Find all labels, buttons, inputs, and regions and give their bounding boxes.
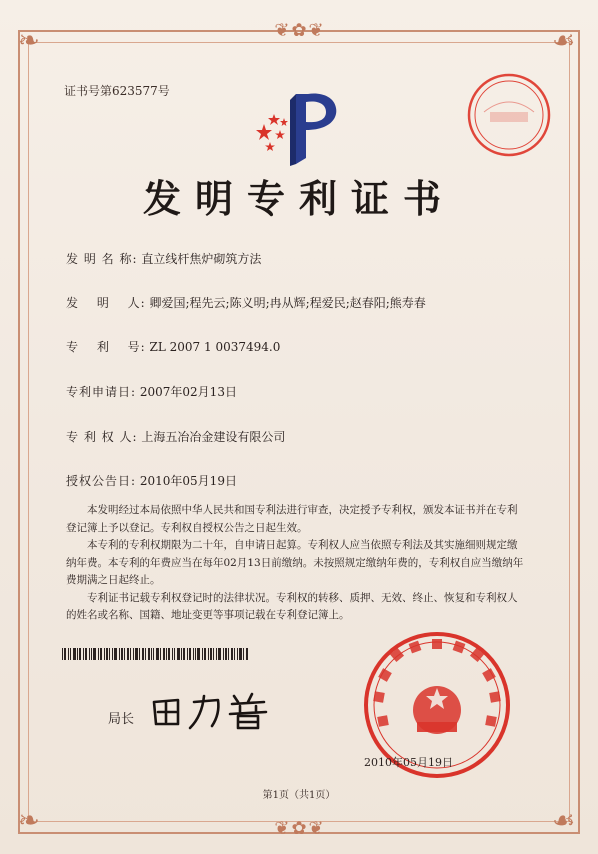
field-label: 发 明 名 称:: [66, 252, 138, 266]
certificate-number: 证书号第623577号: [64, 84, 170, 98]
body-paragraph: 本发明经过本局依照中华人民共和国专利法进行审查，决定授予专利权，颁发本证书并在专利登记簿上予以登记。专利权自授权公告之日起生效。: [66, 504, 518, 534]
corner-ornament-icon: ❧: [18, 806, 40, 836]
corner-ornament-icon: ❧: [18, 26, 40, 56]
field-label: 专 利 号:: [66, 340, 146, 354]
field-inventors: [66, 294, 426, 311]
patent-office-logo-icon: [250, 90, 346, 168]
top-ornament-icon: ❦✿❦: [274, 20, 326, 41]
barcode: [62, 648, 248, 660]
bottom-ornament-icon: ❦✿❦: [274, 818, 326, 839]
field-grant-date: [66, 472, 237, 489]
field-application-date: [66, 383, 237, 400]
field-value: 上海五冶冶金建设有限公司: [141, 430, 286, 444]
field-invention-name: [66, 250, 261, 267]
body-paragraph: 专利证书记载专利权登记时的法律状况。专利权的转移、质押、无效、终止、恢复和专利权人的姓名或名称、国籍、地址变更等事项记载在专利登记簿上。: [66, 591, 518, 621]
signature-label: 局长: [108, 712, 135, 727]
corner-ornament-icon: ☙: [552, 26, 576, 56]
page-number: 第1页（共1页）: [262, 790, 336, 801]
field-value: 2007年02月13日: [139, 385, 237, 399]
corner-ornament-icon: ☙: [552, 806, 576, 836]
field-value: 直立线杆焦炉砌筑方法: [141, 252, 262, 266]
director-signature: [148, 688, 278, 732]
seal-date: 2010年05月19日: [364, 756, 453, 769]
certificate-title: 发明专利证书: [142, 176, 455, 221]
field-patent-number: [66, 338, 280, 355]
field-patentee: [66, 428, 285, 445]
field-value: 卿爱国;程先云;陈义明;冉从辉;程爱民;赵春阳;熊寿春: [149, 296, 426, 310]
certificate-body: [66, 502, 526, 625]
field-label: 专利申请日:: [66, 385, 137, 399]
field-label: 发 明 人:: [66, 296, 146, 310]
field-value: 2010年05月19日: [139, 474, 237, 488]
field-label: 专 利 权 人:: [66, 430, 138, 444]
field-label: 授权公告日:: [66, 474, 137, 488]
field-value: ZL 2007 1 0037494.0: [149, 340, 281, 354]
body-paragraph: 本专利的专利权期限为二十年，自申请日起算。专利权人应当依照专利法及其实施细则规定缴纳年费。本专利的年费应当在每年02月13日前缴纳。未按照规定缴纳年费的，专利权自应当缴纳年费期满之日起终止。: [66, 539, 524, 586]
office-seal-small: [466, 72, 552, 158]
